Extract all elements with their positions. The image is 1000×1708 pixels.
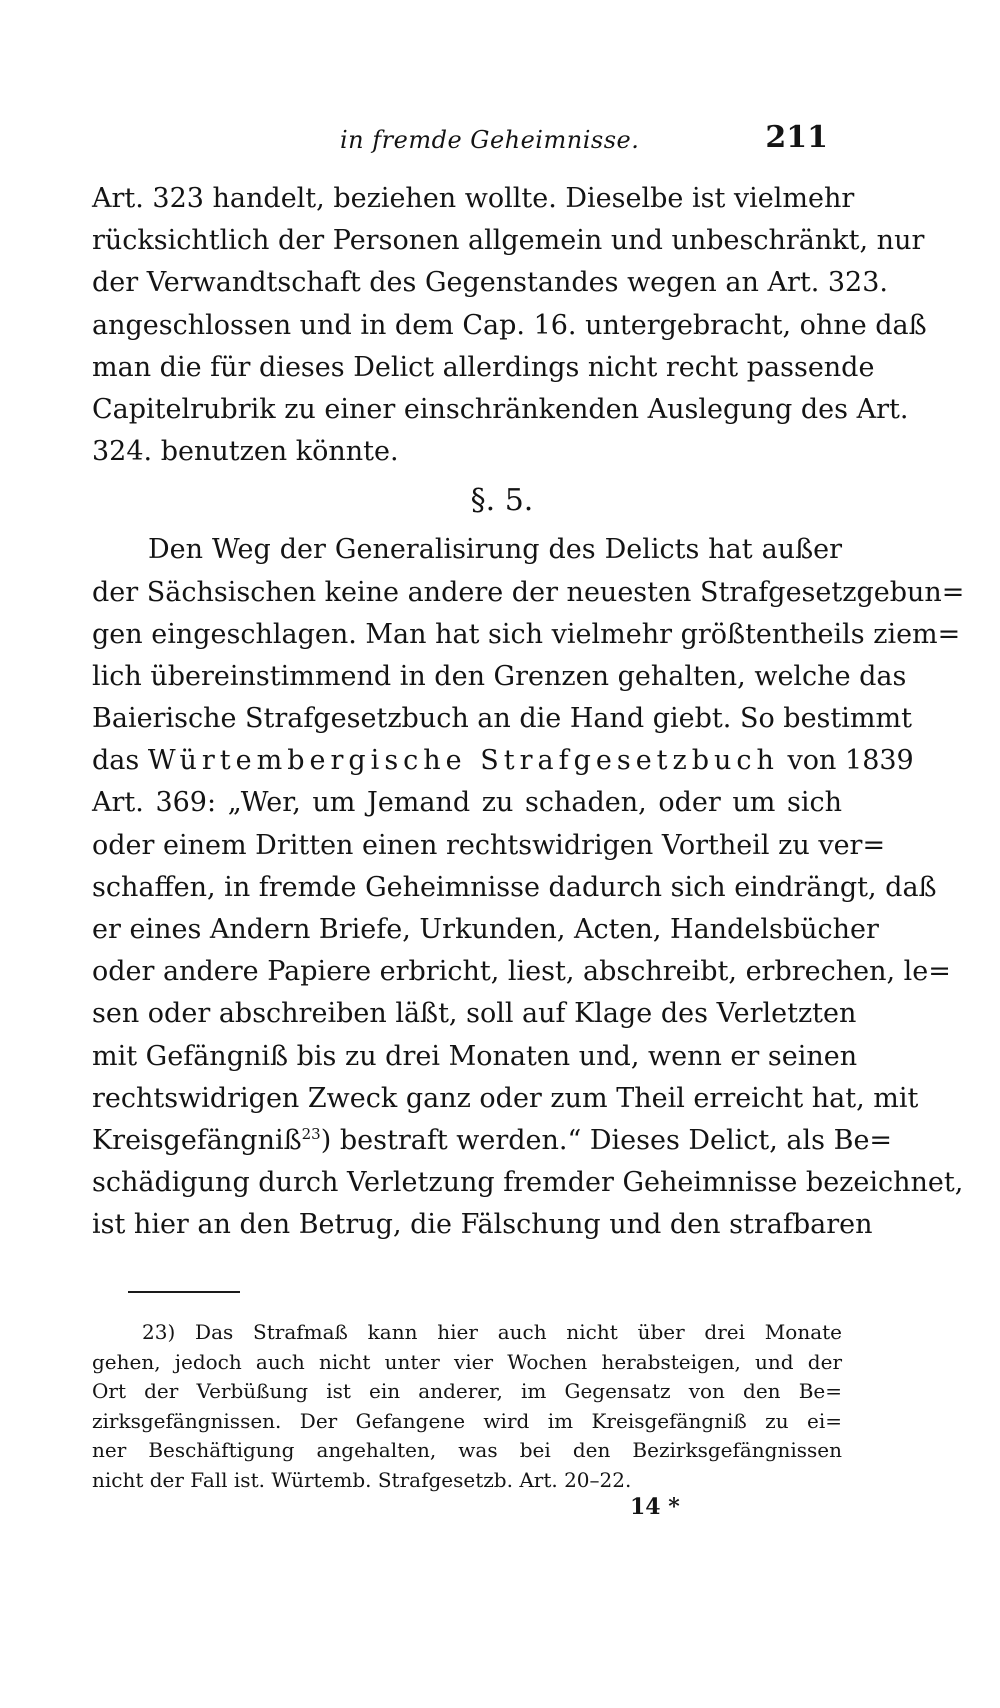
main-text <box>92 178 965 1247</box>
footnote-line: Ort der Verbüßung ist ein anderer, im Gegensatz von den Be= <box>92 1379 842 1404</box>
text-line: rechtswidrigen Zweck ganz oder zum Theil erreicht hat, mit <box>92 1082 919 1114</box>
line-text: Kreisgefängniß <box>92 1124 302 1156</box>
text-line: Capitelrubrik zu einer einschränkenden Auslegung des Art. <box>92 393 909 425</box>
text-line <box>92 740 914 782</box>
text-line <box>92 1120 893 1162</box>
footnote-line: gehen, jedoch auch nicht unter vier Wochen herabsteigen, und der <box>92 1349 842 1374</box>
footnote-divider <box>128 1291 240 1293</box>
spaced-book-title: Würtembergische Strafgesetzbuch <box>147 745 779 777</box>
paragraph <box>92 178 927 473</box>
text-line: Art. 369: „Wer, um Jemand zu schaden, oder um sich <box>92 787 842 819</box>
footnote-reference: 23 <box>301 1124 321 1143</box>
text-line: der Verwandtschaft des Gegenstandes wegen an Art. 323. <box>92 267 888 299</box>
text-line: er eines Andern Briefe, Urkunden, Acten, Handelsbücher <box>92 914 879 945</box>
text-line: lich übereinstimmend in den Grenzen gehalten, welche das <box>92 660 907 692</box>
footnote-line: nicht der Fall ist. Würtemb. Strafgesetzb. Art. 20–22. <box>92 1467 632 1492</box>
text-line: schädigung durch Verletzung fremder Geheimnisse bezeichnet, <box>92 1167 964 1199</box>
line-text: ) bestraft werden.“ Dieses Delict, als Be= <box>320 1124 893 1156</box>
text-line: gen eingeschlagen. Man hat sich vielmehr größtentheils ziem= <box>92 618 961 650</box>
text-line: oder einem Dritten einen rechtswidrigen Vortheil zu ver= <box>92 829 886 861</box>
line-prefix: das <box>92 745 140 777</box>
text-line: angeschlossen und in dem Cap. 16. untergebracht, ohne daß <box>92 309 927 341</box>
footnote-line: ner Beschäftigung angehalten, was bei den Bezirksgefängnissen <box>92 1438 842 1463</box>
paragraph <box>92 529 965 1246</box>
page-header <box>0 120 1000 160</box>
footnote-line: 23) Das Strafmaß kann hier auch nicht über drei Monate <box>142 1320 842 1344</box>
text-line: Den Weg der Generalisirung des Delicts hat außer <box>148 534 842 566</box>
signature-mark: 14 * <box>630 1494 680 1520</box>
section-heading: §. 5. <box>470 483 534 519</box>
text-line: Art. 323 handelt, beziehen wollte. Dieselbe ist vielmehr <box>92 183 855 214</box>
text-line: schaffen, in fremde Geheimnisse dadurch sich eindrängt, daß <box>92 871 937 903</box>
running-title: in fremde Geheimnisse. <box>340 126 640 154</box>
text-line: man die für dieses Delict allerdings nicht recht passende <box>92 351 875 383</box>
footnote <box>92 1318 842 1496</box>
text-line: rücksichtlich der Personen allgemein und unbeschränkt, nur <box>92 225 925 257</box>
line-suffix: von 1839 <box>787 745 914 777</box>
text-line: 324. benutzen könnte. <box>92 436 399 468</box>
text-line: mit Gefängniß bis zu drei Monaten und, wenn er seinen <box>92 1040 858 1072</box>
text-line: Baierische Strafgesetzbuch an die Hand giebt. So bestimmt <box>92 703 912 735</box>
text-line: der Sächsischen keine andere der neuesten Strafgesetzgebun= <box>92 576 965 608</box>
page-number: 211 <box>765 120 828 155</box>
text-line: sen oder abschreiben läßt, soll auf Klage des Verletzten <box>92 998 857 1030</box>
text-line: ist hier an den Betrug, die Fälschung und den strafbaren <box>92 1209 873 1241</box>
text-line: oder andere Papiere erbricht, liest, abschreibt, erbrechen, le= <box>92 956 951 988</box>
footnote-line: zirksgefängnissen. Der Gefangene wird im Kreisgefängniß zu ei= <box>92 1408 842 1433</box>
